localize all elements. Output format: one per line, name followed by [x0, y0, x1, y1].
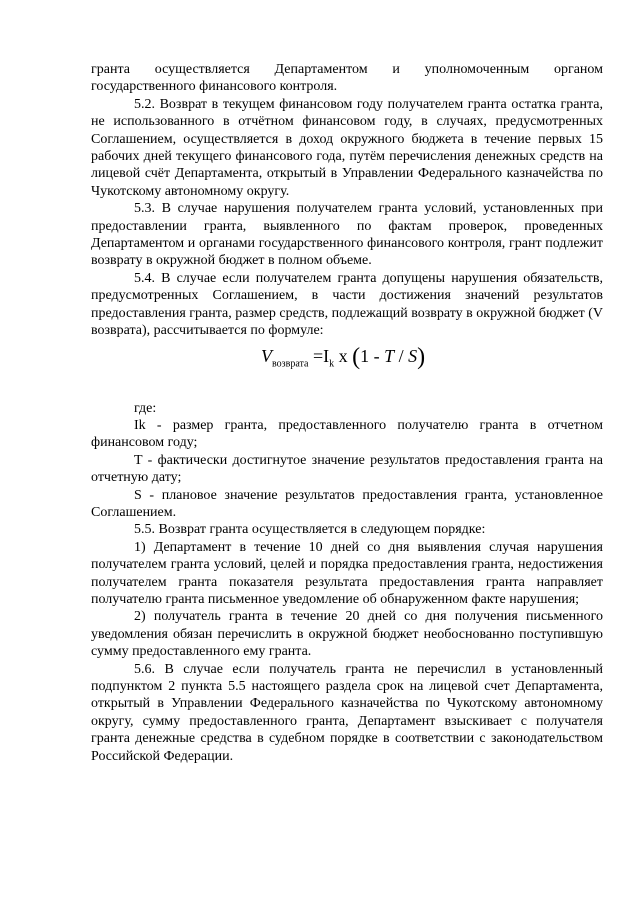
- paragraph-continuation: гранта осуществляется Департаментом и уполномоченным органом государственного финансового контроля.: [91, 62, 603, 95]
- formula-k-subscript: k: [329, 358, 335, 370]
- paragraph-5-4: 5.4. В случае если получателем гранта допущены нарушения обязательств, предусмотренных Соглашением, в части достижения значений результатов предоставления гранта, размер средств, подлежащий возврату в окружной бюджет (V возврата), рассчитывается по формуле:: [91, 270, 603, 339]
- paragraph-5-2: 5.2. Возврат в текущем финансовом году получателем гранта остатка гранта, не использованного в отчётном финансовом году, в случаях, предусмотренных Соглашением, осуществляется в доход окружного бюджета в течение первых 15 рабочих дней текущего финансового года, путём перечисления денежных средств на лицевой счёт Департамента, открытый в Управлении Федерального казначейства по Чукотскому автономному округу.: [91, 96, 603, 199]
- formula-right-paren: ): [417, 343, 426, 370]
- document-page: [91, 61, 603, 765]
- formula-equals: =: [312, 345, 324, 366]
- paragraph-5-5: 5.5. Возврат гранта осуществляется в следующем порядке:: [134, 522, 486, 538]
- paragraph-5-5-item-2: 2) получатель гранта в течение 20 дней со дня получения письменного уведомления обязан перечислить в окружной бюджет необоснованно поступившую сумму предоставленного ему гранта.: [91, 609, 603, 660]
- paragraph-where: где:: [134, 400, 157, 416]
- formula-slash: /: [394, 345, 409, 366]
- formula-expression: [261, 343, 426, 373]
- formula-left-paren: (: [352, 343, 361, 370]
- formula-s-var: S: [408, 345, 418, 366]
- formula-lhs-var: V: [261, 345, 272, 366]
- formula-t-var: T: [384, 345, 395, 366]
- paragraph-5-3: 5.3. В случае нарушения получателем гранта условий, установленных при предоставлении гранта, выявленного по фактам проверок, проведенных Департаментом и органами государственного финансового контроля, грант подлежит возврату в окружной бюджет в полном объеме.: [91, 201, 603, 269]
- formula-lhs-subscript: возврата: [272, 358, 309, 370]
- paragraph-5-5-item-1: 1) Департамент в течение 10 дней со дня выявления случая нарушения получателем гранта условий, целей и порядка предоставления гранта, недостижения получателем гранта показателя результата предоставления гранта направляет получателю гранта письменное уведомление об обнаруженном факте нарушения;: [91, 539, 603, 607]
- paragraph-5-6: 5.6. В случае если получатель гранта не перечислил в установленный подпунктом 2 пункта 5.5 настоящего раздела срок на лицевой счет Департамента, открытый в Управлении Федерального казначейства по Чукотскому автономному округу, сумму предоставленного гранта, Департамент взыскивает с получателя гранта денежные средства в судебном порядке в соответствии с законодательством Российской Федерации.: [91, 661, 603, 764]
- refund-formula: [91, 340, 603, 388]
- definition-t: T - фактически достигнутое значение результатов предоставления гранта на отчетную дату;: [91, 452, 603, 486]
- definition-s: S - плановое значение результатов предоставления гранта, установленное Соглашением.: [91, 487, 603, 520]
- formula-one-minus: 1 -: [360, 345, 385, 366]
- definition-ik: Ik - размер гранта, предоставленного получателю гранта в отчетном финансовом году;: [91, 417, 603, 451]
- formula-times: x: [338, 345, 348, 366]
- formula-k-var: I: [323, 345, 330, 366]
